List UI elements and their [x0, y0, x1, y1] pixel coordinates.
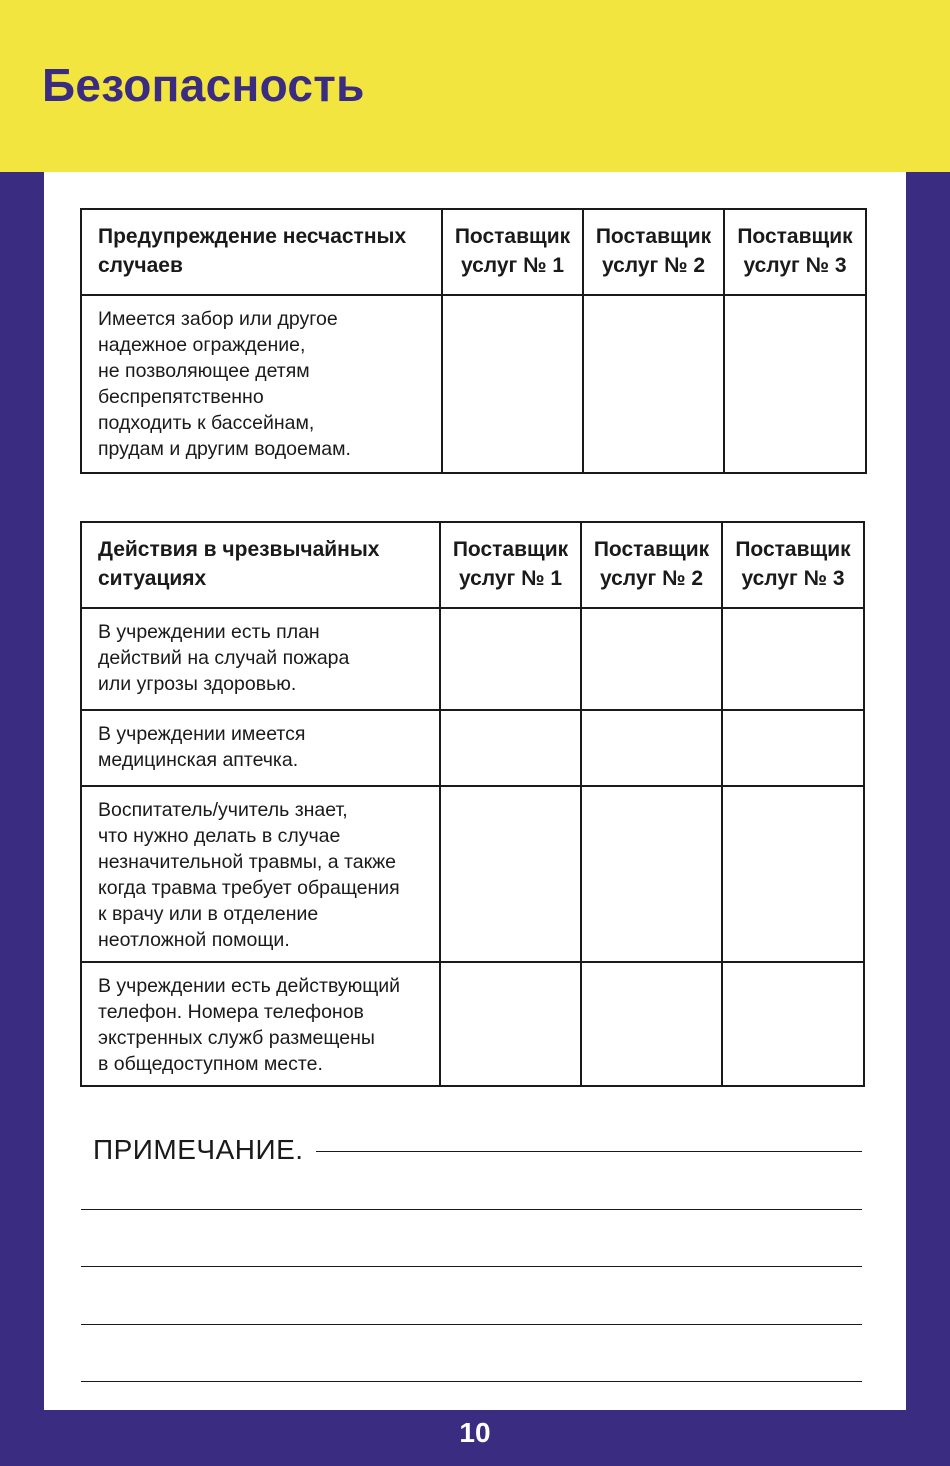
table-row: [81, 786, 864, 962]
content-panel: [44, 172, 906, 1410]
provider-2-checkbox-cell[interactable]: [581, 608, 722, 710]
notes-line-5[interactable]: [81, 1381, 862, 1382]
provider-3-checkbox-cell[interactable]: [724, 295, 866, 473]
provider-3-checkbox-cell[interactable]: [722, 786, 864, 962]
provider-2-checkbox-cell[interactable]: [581, 962, 722, 1086]
notes-line-4[interactable]: [81, 1324, 862, 1325]
provider-3-header: Поставщик услуг № 3: [724, 209, 866, 295]
page-number: 10: [459, 1417, 491, 1448]
criterion-text: В учреждении есть действующий телефон. Номера телефонов экстренных служб размещены в общедоступном месте.: [81, 962, 440, 1086]
table-heading: Предупреждение несчастных случаев: [81, 209, 442, 295]
criterion-text: В учреждении есть план действий на случай пожара или угрозы здоровью.: [81, 608, 440, 710]
table-row: [81, 710, 864, 786]
notes-label: ПРИМЕЧАНИЕ.: [93, 1134, 304, 1165]
provider-1-checkbox-cell[interactable]: [440, 710, 581, 786]
provider-2-header: Поставщик услуг № 2: [583, 209, 724, 295]
table-row: [81, 962, 864, 1086]
provider-1-checkbox-cell[interactable]: [440, 786, 581, 962]
table-header-row: [81, 522, 864, 608]
page-title: Безопасность: [42, 59, 365, 111]
provider-3-checkbox-cell[interactable]: [722, 710, 864, 786]
provider-1-checkbox-cell[interactable]: [440, 608, 581, 710]
page-header: [0, 0, 950, 172]
table-header-row: [81, 209, 866, 295]
provider-2-header: Поставщик услуг № 2: [581, 522, 722, 608]
provider-1-header: Поставщик услуг № 1: [442, 209, 583, 295]
table-heading: Действия в чрезвычайных ситуациях: [81, 522, 440, 608]
provider-2-checkbox-cell[interactable]: [583, 295, 724, 473]
criterion-text: Воспитатель/учитель знает, что нужно делать в случае незначительной травмы, а также когда травма требует обращения к врачу или в отделение неотложной помощи.: [81, 786, 440, 962]
table-row: [81, 295, 866, 473]
criterion-text: В учреждении имеется медицинская аптечка.: [81, 710, 440, 786]
criterion-text: Имеется забор или другое надежное ограждение, не позволяющее детям беспрепятственно подходить к бассейнам, прудам и другим водоемам.: [81, 295, 442, 473]
notes-line-3[interactable]: [81, 1266, 862, 1267]
notes-line-1[interactable]: [316, 1151, 862, 1152]
table-row: [81, 608, 864, 710]
provider-1-checkbox-cell[interactable]: [442, 295, 583, 473]
provider-1-header: Поставщик услуг № 1: [440, 522, 581, 608]
accident-prevention-table: [80, 208, 867, 474]
provider-2-checkbox-cell[interactable]: [581, 710, 722, 786]
provider-3-checkbox-cell[interactable]: [722, 608, 864, 710]
provider-1-checkbox-cell[interactable]: [440, 962, 581, 1086]
provider-3-checkbox-cell[interactable]: [722, 962, 864, 1086]
provider-2-checkbox-cell[interactable]: [581, 786, 722, 962]
emergency-actions-table: [80, 521, 865, 1087]
provider-3-header: Поставщик услуг № 3: [722, 522, 864, 608]
notes-line-2[interactable]: [81, 1209, 862, 1210]
